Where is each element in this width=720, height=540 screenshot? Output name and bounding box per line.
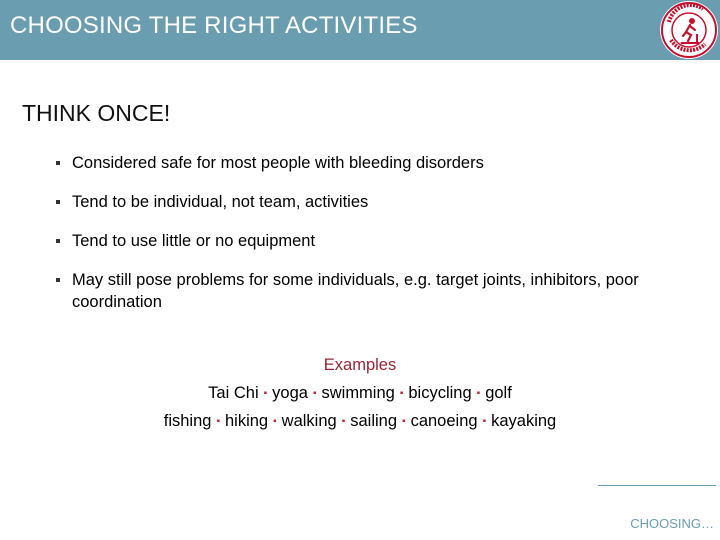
example-item: walking xyxy=(281,412,337,430)
example-item: kayaking xyxy=(491,412,557,430)
example-item: golf xyxy=(485,384,512,402)
examples-heading: Examples xyxy=(323,356,397,374)
examples-line-1 xyxy=(0,384,720,403)
separator-icon: ▪ xyxy=(476,388,481,399)
separator-icon: ▪ xyxy=(341,416,346,427)
footer-label: CHOOSING… xyxy=(630,516,714,531)
bullet-marker-icon xyxy=(56,239,60,243)
example-item: hiking xyxy=(225,412,269,430)
list-item xyxy=(56,152,676,174)
example-item: bicycling xyxy=(408,384,472,402)
section-heading: THINK ONCE! xyxy=(22,100,171,126)
list-item xyxy=(56,230,676,252)
list-item xyxy=(56,191,676,213)
example-item: fishing xyxy=(163,412,212,430)
bullet-marker-icon xyxy=(56,200,60,204)
bullet-list xyxy=(56,152,676,330)
list-item xyxy=(56,269,676,313)
separator-icon: ▪ xyxy=(273,416,277,427)
footer-divider xyxy=(598,485,716,486)
separator-icon: ▪ xyxy=(482,416,487,427)
fitness-logo-icon xyxy=(659,0,719,60)
slide-title: CHOOSING THE RIGHT ACTIVITIES xyxy=(10,12,418,39)
title-bar xyxy=(0,0,720,60)
example-item: canoeing xyxy=(410,412,478,430)
example-item: sailing xyxy=(350,412,398,430)
separator-icon: ▪ xyxy=(402,416,406,427)
bullet-text: May still pose problems for some individuals, e.g. target joints, inhibitors, poor coordination xyxy=(72,271,639,311)
example-item: Tai Chi xyxy=(208,384,259,402)
bullet-marker-icon xyxy=(56,161,60,165)
bullet-text: Considered safe for most people with bleeding disorders xyxy=(72,154,484,172)
separator-icon: ▪ xyxy=(263,388,268,399)
bullet-text: Tend to use little or no equipment xyxy=(72,232,316,250)
separator-icon: ▪ xyxy=(399,388,404,399)
examples-line-2 xyxy=(0,412,720,431)
separator-icon: ▪ xyxy=(312,388,317,399)
example-item: swimming xyxy=(321,384,395,402)
example-item: yoga xyxy=(272,384,308,402)
bullet-marker-icon xyxy=(56,278,60,282)
separator-icon: ▪ xyxy=(216,416,220,427)
bullet-text: Tend to be individual, not team, activities xyxy=(72,193,369,211)
